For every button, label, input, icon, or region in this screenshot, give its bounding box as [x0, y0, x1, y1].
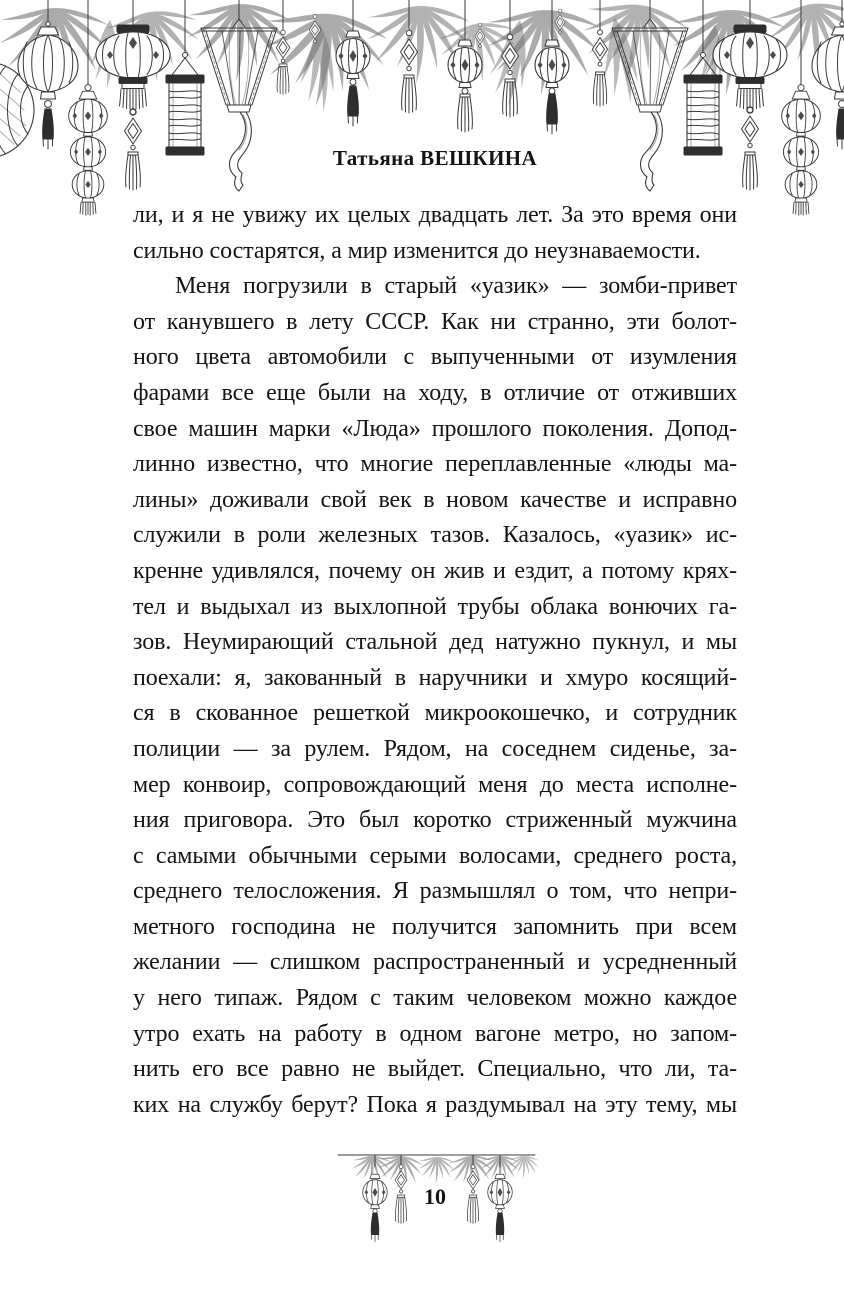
text-line: желании — слишком распространенный и усредненный: [133, 949, 737, 976]
text-line: ся в скованное решеткой микроокошечко, и сотрудник: [133, 700, 737, 727]
text-line: фарами все еще были на ходу, в отличие от отживших: [133, 379, 737, 406]
text-line: поехали: я, закованный в наручники и хмуро косящий-: [133, 664, 737, 691]
text-line: лины» доживали свой век в новом качестве и исправно: [133, 486, 737, 513]
ball-lantern-icon: [535, 40, 569, 134]
text-line: ких на службу берут? Пока я раздумывал на эту тему, мы: [133, 1091, 737, 1118]
text-line: кренне удивлялся, почему он жив и ездит, а потому крях-: [133, 557, 737, 584]
text-line: нить его все равно не выйдет. Специально, что ли, та-: [133, 1056, 737, 1083]
page-number: 10: [424, 1184, 446, 1209]
text-line: метного господина не получится запомнить при всем: [133, 913, 737, 940]
ball-lantern-icon: [448, 40, 482, 132]
stacked-lanterns-icon: [782, 85, 821, 216]
text-line: среднего телосложения. Я размышлял о том, что непри-: [133, 878, 737, 905]
text-line: сильно состарятся, а мир изменится до неузнаваемости.: [133, 237, 701, 264]
text-line: ния приговора. Это был коротко стриженный мужчина: [133, 807, 737, 834]
body-text: [133, 198, 737, 1123]
text-line: свое машин марки «Люда» прошлого поколения. Допод-: [133, 415, 737, 442]
text-line: ного цвета автомобили с выпученными от изумления: [133, 344, 737, 371]
text-line: мер конвоир, сопровождающий меня до места исполне-: [133, 771, 737, 798]
text-line: утро ехать на работу в одном вагоне метро, но запом-: [133, 1020, 737, 1047]
text-line: зов. Неумирающий стальной дед натужно пукнул, и мы: [133, 629, 737, 656]
text-line: Меня погрузили в старый «уазик» — зомби-привет: [175, 273, 737, 300]
text-line: тел и выдыхал из выхлопной трубы облака вонючих га-: [133, 593, 737, 620]
text-line: от канувшего в лету СССР. Как ни странно, эти болот-: [133, 308, 737, 335]
text-line: линно известно, что многие переплавленные «люды ма-: [133, 451, 737, 478]
running-head-author: Татьяна ВЕШКИНА: [332, 146, 538, 170]
diamond-ornament-icon: [401, 30, 418, 113]
text-line: с самыми обычными серыми волосами, среднего роста,: [133, 842, 737, 869]
cylinder-lantern-icon: [166, 53, 204, 156]
text-line: ли, и я не увижу их целых двадцать лет. За это время они: [133, 202, 737, 228]
text-line: служили в роли железных тазов. Казалось, «уазик» ис-: [133, 522, 737, 549]
text-line: у него типаж. Рядом с таким человеком можно каждое: [133, 985, 737, 1012]
text-line: полиции — за рулем. Рядом, на соседнем сиденье, за-: [133, 735, 737, 762]
stacked-lanterns-icon: [69, 85, 108, 216]
